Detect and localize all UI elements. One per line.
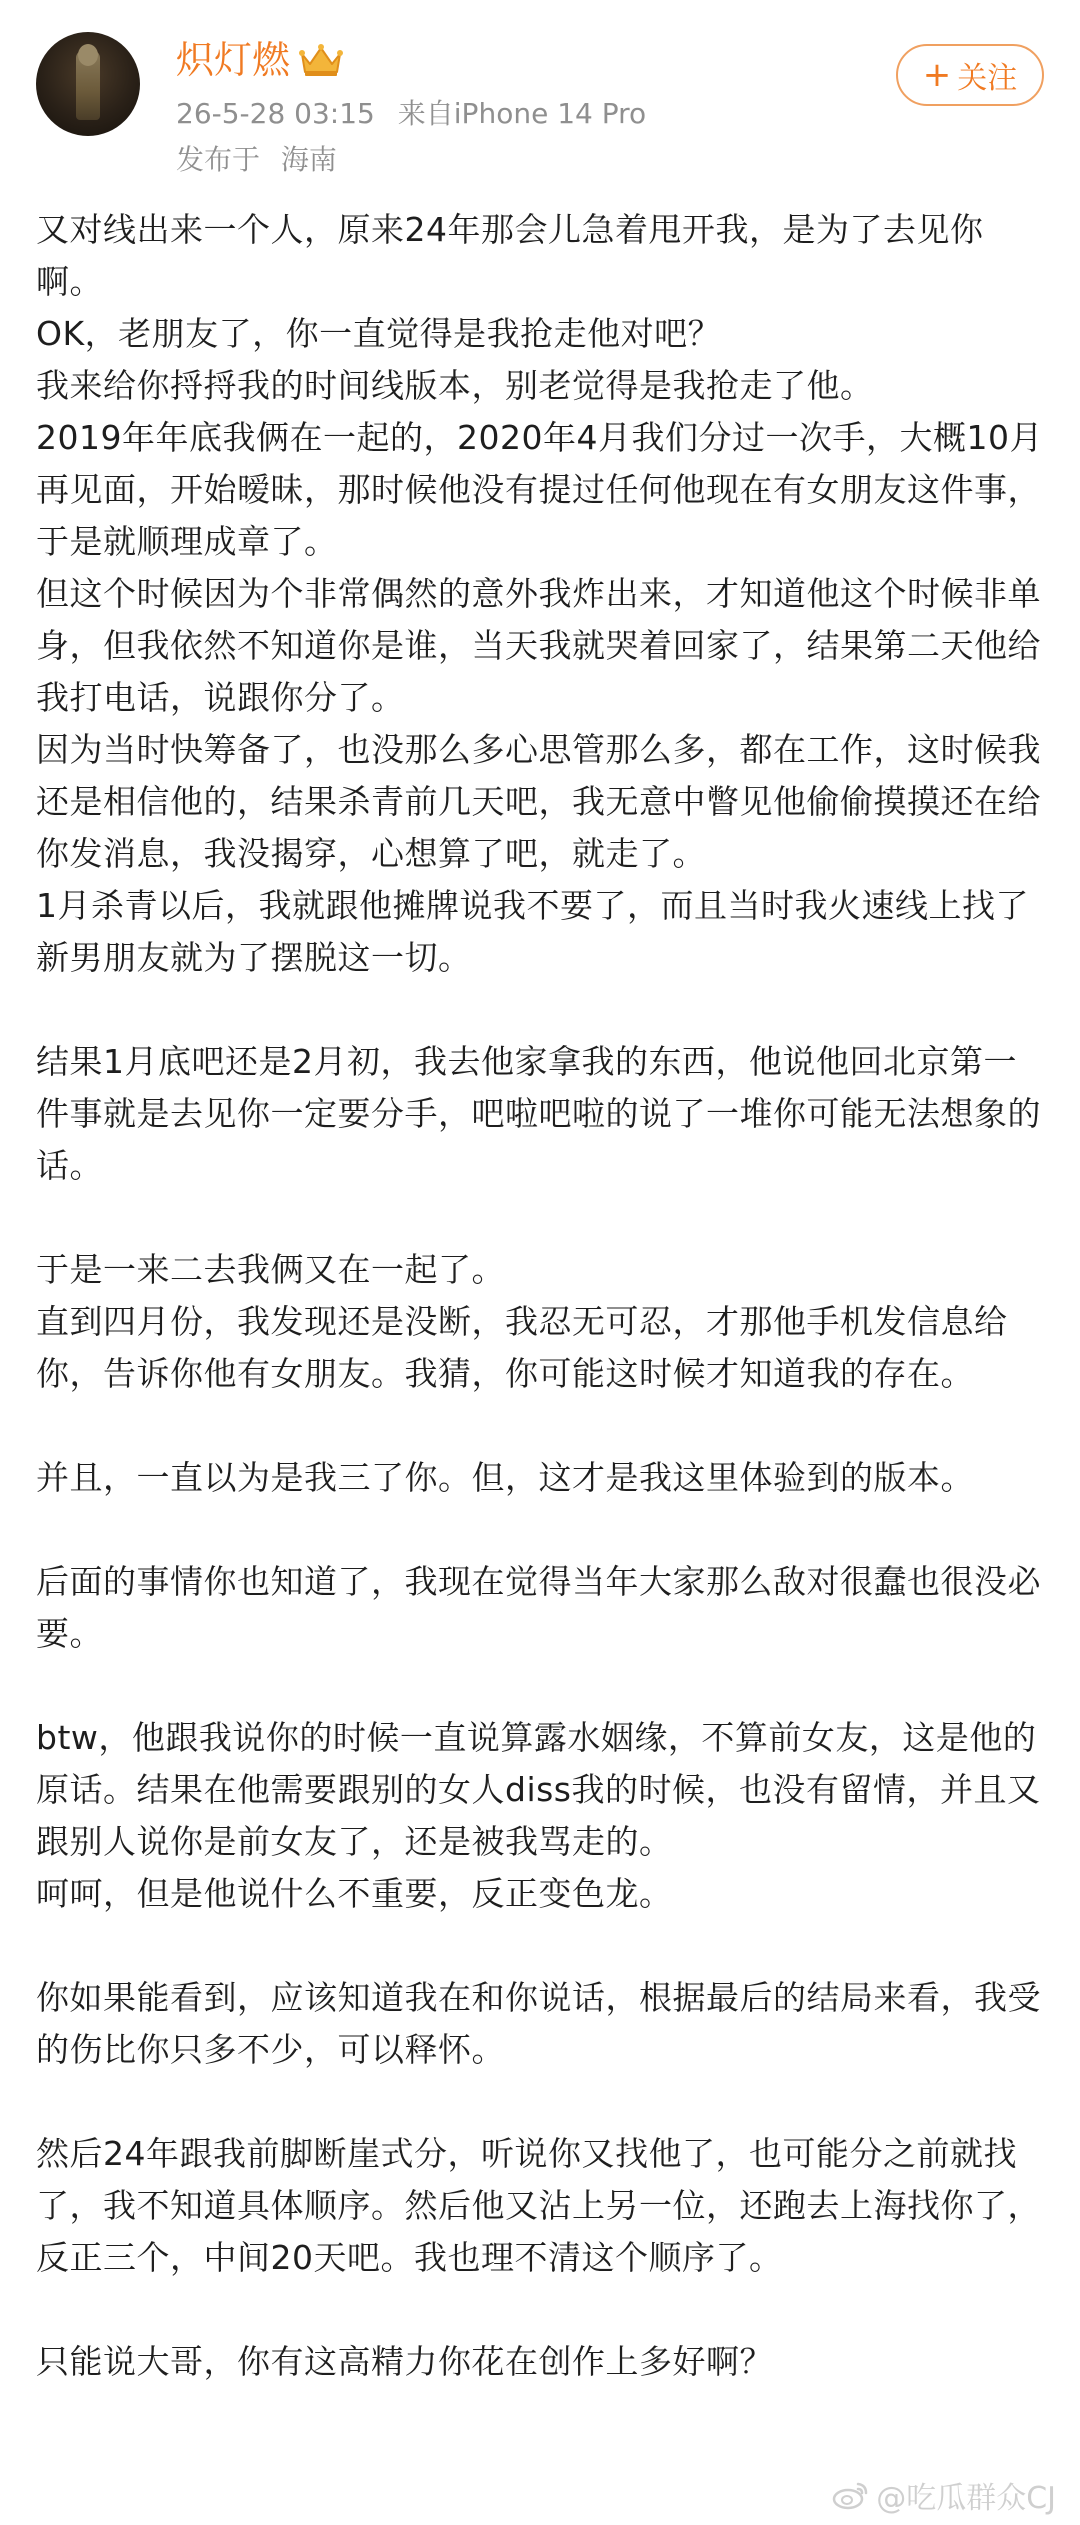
plus-icon: + — [922, 55, 952, 95]
post-paragraph: 并且，一直以为是我三了你。但，这才是我这里体验到的版本。 — [36, 1458, 974, 1497]
follow-label: 关注 — [957, 61, 1018, 96]
paragraph-spacer — [36, 1504, 1048, 1556]
post-paragraph: btw，他跟我说你的时候一直说算露水姻缘，不算前女友，这是他的原话。结果在他需要跟别的女人diss我的时候，也没有留情，并且又跟别人说你是前女友了，还是被我骂走的。 — [36, 1718, 1041, 1861]
post-paragraph: 1月杀青以后，我就跟他摊牌说我不要了，而且当时我火速线上找了新男朋友就为了摆脱这一切。 — [36, 886, 1029, 977]
paragraph-spacer — [36, 2284, 1048, 2336]
crown-icon — [298, 42, 344, 78]
post-paragraph: 我来给你捋捋我的时间线版本，别老觉得是我抢走了他。 — [36, 366, 874, 405]
location-prefix: 发布于 — [176, 143, 261, 176]
post-meta — [176, 96, 660, 132]
watermark — [832, 2473, 1056, 2517]
post-date: 26-5-28 03:15 — [176, 97, 375, 130]
post-paragraph: 结果1月底吧还是2月初，我去他家拿我的东西，他说他回北京第一件事就是去见你一定要分手，吧啦吧啦的说了一堆你可能无法想象的话。 — [36, 1042, 1041, 1185]
paragraph-spacer — [36, 1192, 1048, 1244]
paragraph-spacer — [36, 1400, 1048, 1452]
paragraph-spacer — [36, 1920, 1048, 1972]
post-source: 来自iPhone 14 Pro — [397, 97, 647, 130]
post-paragraph: 因为当时快筹备了，也没那么多心思管那么多，都在工作，这时候我还是相信他的，结果杀青前几天吧，我无意中瞥见他偷偷摸摸还在给你发消息，我没揭穿，心想算了吧，就走了。 — [36, 730, 1041, 873]
post-paragraph: 呵呵，但是他说什么不重要，反正变色龙。 — [36, 1874, 673, 1913]
username[interactable]: 炽灯燃 — [176, 38, 291, 82]
paragraph-spacer — [36, 1660, 1048, 1712]
post-paragraph: 又对线出来一个人，原来24年那会儿急着甩开我，是为了去见你啊。 — [36, 210, 984, 301]
post-paragraph: 2019年年底我俩在一起的，2020年4月我们分过一次手，大概10月再见面，开始暧昧，那时候他没有提过任何他现在有女朋友这件事，于是就顺理成章了。 — [36, 418, 1043, 561]
post-paragraph: 但这个时候因为个非常偶然的意外我炸出来，才知道他这个时候非单身，但我依然不知道你是谁，当天我就哭着回家了，结果第二天他给我打电话，说跟你分了。 — [36, 574, 1041, 717]
post-paragraph: 然后24年跟我前脚断崖式分，听说你又找他了，也可能分之前就找了，我不知道具体顺序。然后他又沾上另一位，还跑去上海找你了，反正三个，中间20天吧。我也理不清这个顺序了。 — [36, 2134, 1041, 2277]
post-location — [176, 142, 349, 178]
weibo-icon — [832, 2480, 870, 2510]
post-paragraph: 后面的事情你也知道了，我现在觉得当年大家那么敌对很蠢也很没必要。 — [36, 1562, 1041, 1653]
post-paragraph: 你如果能看到，应该知道我在和你说话，根据最后的结局来看，我受的伤比你只多不少，可以释怀。 — [36, 1978, 1041, 2069]
paragraph-spacer — [36, 984, 1048, 1036]
avatar-figure-head — [78, 44, 98, 66]
post-content — [36, 204, 1048, 2388]
location-name: 海南 — [280, 143, 337, 176]
post-header — [0, 0, 1080, 190]
post-paragraph: 于是一来二去我俩又在一起了。 — [36, 1250, 505, 1289]
post-paragraph: OK，老朋友了，你一直觉得是我抢走他对吧？ — [36, 314, 722, 353]
avatar[interactable] — [36, 32, 140, 136]
follow-button[interactable] — [896, 44, 1044, 106]
post-paragraph: 直到四月份，我发现还是没断，我忍无可忍，才那他手机发信息给你，告诉你他有女朋友。我猜，你可能这时候才知道我的存在。 — [36, 1302, 1008, 1393]
paragraph-spacer — [36, 2076, 1048, 2128]
watermark-text: @吃瓜群众CJ — [876, 2481, 1056, 2516]
post-paragraph: 只能说大哥，你有这高精力你花在创作上多好啊？ — [36, 2342, 773, 2381]
